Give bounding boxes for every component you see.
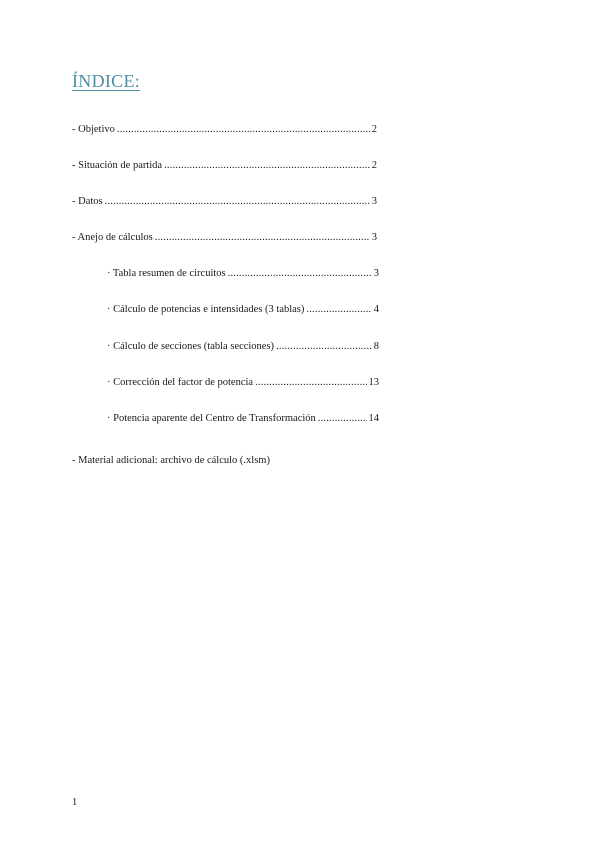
- toc-entry-material-adicional[interactable]: [72, 454, 270, 468]
- toc-entry-label: - Material adicional: archivo de cálculo (.xlsm): [72, 455, 270, 466]
- toc-entry-datos[interactable]: [72, 195, 377, 209]
- dot-leader: [318, 412, 367, 426]
- toc-subentry-correccion-factor[interactable]: [107, 376, 379, 390]
- dot-leader: [164, 159, 370, 173]
- toc-entry-page: 8: [373, 341, 379, 352]
- toc-title: ÍNDICE:: [72, 71, 141, 91]
- toc-entry-page: 14: [368, 413, 379, 424]
- toc-entry-page: 3: [371, 196, 377, 207]
- toc-entry-objetivo[interactable]: [72, 123, 377, 137]
- toc-entry-page: 3: [371, 232, 377, 243]
- toc-entry-label: - Datos: [72, 196, 103, 207]
- dot-leader: [276, 340, 372, 354]
- dot-leader: [155, 231, 370, 245]
- toc-entry-label: - Anejo de cálculos: [72, 232, 153, 243]
- toc-entry-label: · Potencia aparente del Centro de Transformación: [107, 413, 316, 424]
- toc-entry-page: 2: [371, 160, 377, 171]
- toc-entry-label: - Situación de partida: [72, 160, 163, 171]
- toc-entry-label: · Cálculo de potencias e intensidades (3 tablas): [107, 304, 305, 315]
- toc-entry-anejo-de-calculos[interactable]: [72, 231, 377, 245]
- dot-leader: [117, 123, 370, 137]
- toc-subentry-calculo-potencias[interactable]: [107, 303, 379, 317]
- dot-leader: [105, 195, 370, 209]
- toc-entry-page: 4: [373, 304, 379, 315]
- dot-leader: [306, 303, 371, 317]
- toc-entry-label: · Tabla resumen de circuitos: [107, 268, 226, 279]
- toc-entry-page: 2: [371, 124, 377, 135]
- toc-entry-label: - Objetivo: [72, 124, 115, 135]
- toc-entry-label: · Corrección del factor de potencia: [107, 377, 254, 388]
- toc-subentry-tabla-resumen[interactable]: [107, 267, 379, 281]
- toc-entry-label: · Cálculo de secciones (tabla secciones): [107, 341, 275, 352]
- toc-subentry-potencia-aparente[interactable]: [107, 412, 379, 426]
- toc-entry-page: 13: [368, 377, 379, 388]
- dot-leader: [228, 267, 372, 281]
- toc-entry-page: 3: [373, 268, 379, 279]
- dot-leader: [255, 376, 366, 390]
- page-number: 1: [72, 797, 78, 808]
- toc-entry-situacion-de-partida[interactable]: [72, 159, 377, 173]
- toc-subentry-calculo-secciones[interactable]: [107, 340, 379, 354]
